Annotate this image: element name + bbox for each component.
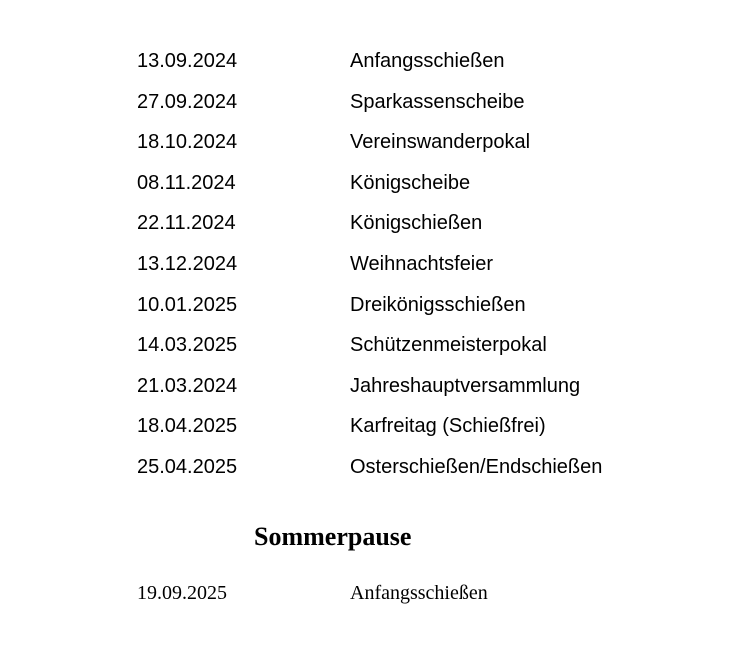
event-row xyxy=(0,129,742,170)
event-name: Schützenmeisterpokal xyxy=(350,334,547,357)
event-date: 13.09.2024 xyxy=(137,50,238,72)
event-row xyxy=(0,210,742,251)
event-row xyxy=(0,89,742,130)
event-date: 25.04.2025 xyxy=(137,455,238,478)
event-name: Sparkassenscheibe xyxy=(350,90,525,113)
event-row xyxy=(0,292,742,333)
event-date: 27.09.2024 xyxy=(137,90,238,113)
event-date: 14.03.2025 xyxy=(137,334,238,357)
event-row xyxy=(0,373,742,414)
event-date: 13.12.2024 xyxy=(137,252,238,275)
event-name: Königschießen xyxy=(350,212,483,235)
event-name: Vereinswanderpokal xyxy=(350,131,531,154)
event-row xyxy=(0,454,742,495)
event-row xyxy=(0,413,742,454)
event-row xyxy=(0,170,742,211)
event-list xyxy=(0,48,742,495)
event-name: Dreikönigsschießen xyxy=(350,293,526,316)
event-date: 22.11.2024 xyxy=(137,212,236,235)
event-row xyxy=(0,48,742,89)
next-event-row xyxy=(0,580,742,608)
next-event-date: 19.09.2025 xyxy=(137,582,227,604)
event-row xyxy=(0,332,742,373)
event-date: 08.11.2024 xyxy=(137,171,236,194)
event-name: Osterschießen/Endschießen xyxy=(350,455,603,478)
event-date: 18.04.2025 xyxy=(137,415,238,438)
event-name: Königscheibe xyxy=(350,171,471,194)
event-name: Anfangsschießen xyxy=(350,50,505,72)
event-name: Weihnachtsfeier xyxy=(350,252,494,275)
event-date: 21.03.2024 xyxy=(137,374,238,397)
event-name: Karfreitag (Schießfrei) xyxy=(350,415,546,438)
event-name: Jahreshauptversammlung xyxy=(350,374,581,397)
section-heading-summer-break: Sommerpause xyxy=(254,522,412,551)
event-row xyxy=(0,251,742,292)
event-date: 18.10.2024 xyxy=(137,131,238,154)
next-event-name: Anfangsschießen xyxy=(350,582,488,604)
event-date: 10.01.2025 xyxy=(137,293,238,316)
